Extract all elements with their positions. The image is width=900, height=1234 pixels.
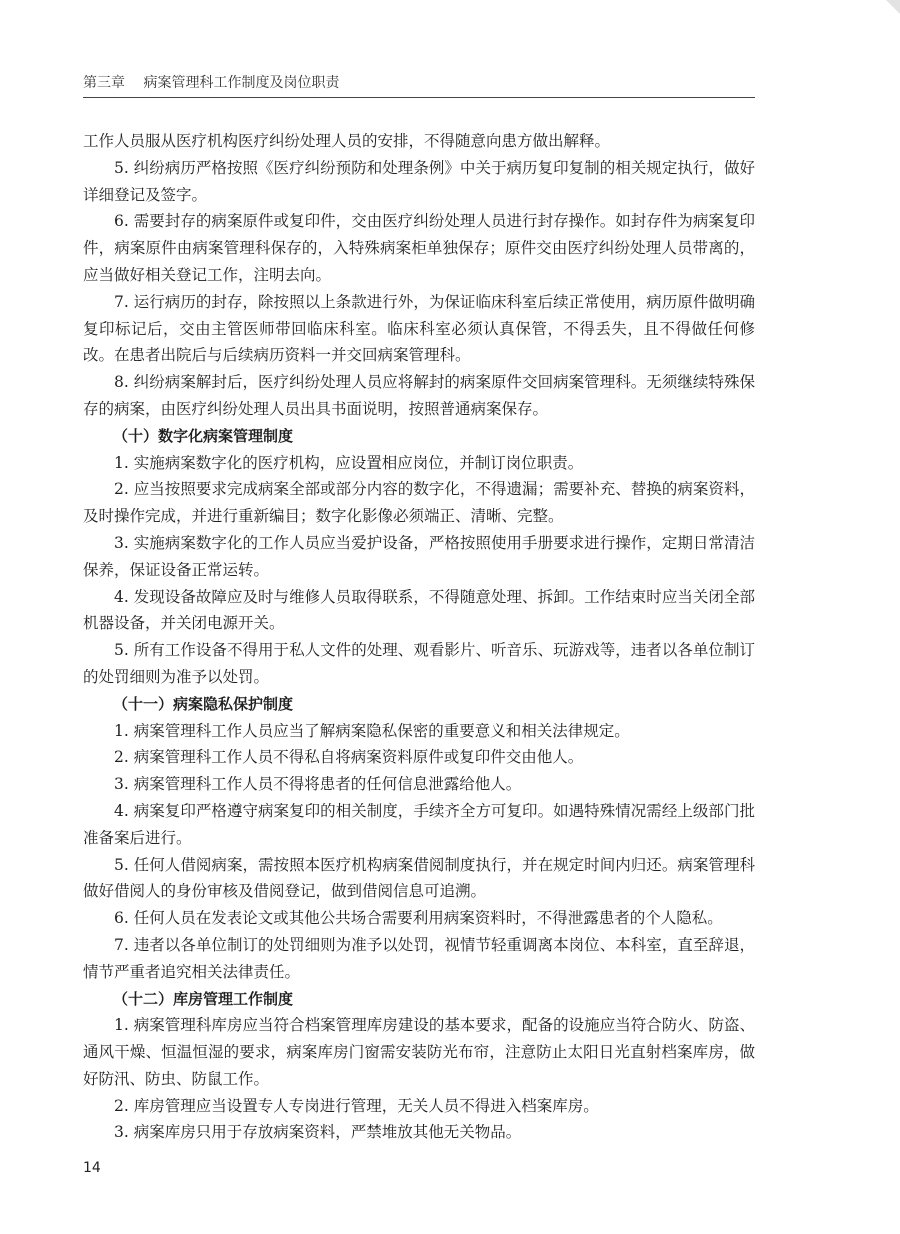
paragraph: 工作人员服从医疗机构医疗纠纷处理人员的安排，不得随意向患方做出解释。 [83, 132, 611, 150]
paragraph: 5. 纠纷病历严格按照《医疗纠纷预防和处理条例》中关于病历复印复制的相关规定执行，做好详细登记及签字。 [83, 158, 755, 204]
paragraph: 4. 病案复印严格遵守病案复印的相关制度，手续齐全方可复印。如遇特殊情况需经上级部门批准备案后进行。 [83, 801, 755, 847]
section-heading: （十一）病案隐私保护制度 [113, 694, 294, 713]
page-corner-shadow [886, 0, 900, 14]
page-number: 14 [83, 1160, 101, 1176]
paragraph: 6. 需要封存的病案原件或复印件，交由医疗纠纷处理人员进行封存操作。如封存件为病案复印件，病案原件由病案管理科保存的，入特殊病案柜单独保存；原件交由医疗纠纷处理人员带离的，应当做好相关登记工作，注明去向。 [83, 212, 755, 284]
paragraph: 1. 实施病案数字化的医疗机构，应设置相应岗位，并制订岗位职责。 [114, 453, 584, 472]
paragraph: 3. 实施病案数字化的工作人员应当爱护设备，严格按照使用手册要求进行操作，定期日常清洁保养，保证设备正常运转。 [83, 533, 755, 579]
chapter-title: 病案管理科工作制度及岗位职责 [143, 75, 340, 91]
paragraph: 2. 应当按照要求完成病案全部或部分内容的数字化，不得遗漏；需要补充、替换的病案资料，及时操作完成，并进行重新编目；数字化影像必须端正、清晰、完整。 [83, 480, 755, 526]
paragraph: 5. 任何人借阅病案，需按照本医疗机构病案借阅制度执行，并在规定时间内归还。病案管理科做好借阅人的身份审核及借阅登记，做到借阅信息可追溯。 [83, 855, 755, 901]
paragraph: 8. 纠纷病案解封后，医疗纠纷处理人员应将解封的病案原件交回病案管理科。无须继续特殊保存的病案，由医疗纠纷处理人员出具书面说明，按照普通病案保存。 [83, 373, 755, 418]
paragraph: 2. 库房管理应当设置专人专岗进行管理，无关人员不得进入档案库房。 [114, 1096, 599, 1115]
paragraph: 1. 病案管理科库房应当符合档案管理库房建设的基本要求，配备的设施应当符合防火、防盗、通风干燥、恒温恒湿的要求，病案库房门窗需安装防光布帘，注意防止太阳日光直射档案库房，做好防汛、防虫、防鼠工作。 [83, 1016, 755, 1088]
section-heading: （十二）库房管理工作制度 [113, 989, 294, 1008]
paragraph: 3. 病案管理科工作人员不得将患者的任何信息泄露给他人。 [114, 775, 522, 794]
paragraph: 7. 违者以各单位制订的处罚细则为准予以处罚，视情节轻重调离本岗位、本科室，直至辞退，情节严重者追究相关法律责任。 [83, 935, 755, 981]
page-body [83, 128, 755, 1146]
paragraph: 4. 发现设备故障应及时与维修人员取得联系，不得随意处理、拆卸。工作结束时应当关闭全部机器设备，并关闭电源开关。 [83, 587, 755, 633]
paragraph: 2. 病案管理科工作人员不得私自将病案资料原件或复印件交由他人。 [114, 748, 584, 767]
paragraph: 7. 运行病历的封存，除按照以上条款进行外，为保证临床科室后续正常使用，病历原件做明确复印标记后，交由主管医师带回临床科室。临床科室必须认真保管，不得丢失，且不得做任何修改。在患者出院后与后续病历资料一并交回病案管理科。 [83, 292, 755, 365]
paragraph: 3. 病案库房只用于存放病案资料，严禁堆放其他无关物品。 [114, 1123, 522, 1142]
header-rule [83, 97, 755, 98]
paragraph: 5. 所有工作设备不得用于私人文件的处理、观看影片、听音乐、玩游戏等，违者以各单位制订的处罚细则为准予以处罚。 [83, 641, 755, 686]
paragraph: 6. 任何人员在发表论文或其他公共场合需要利用病案资料时，不得泄露患者的个人隐私。 [114, 909, 723, 928]
running-header [83, 74, 755, 92]
paragraph: 1. 病案管理科工作人员应当了解病案隐私保密的重要意义和相关法律规定。 [114, 721, 630, 740]
section-heading: （十）数字化病案管理制度 [113, 426, 294, 445]
chapter-label: 第三章 [83, 75, 125, 91]
